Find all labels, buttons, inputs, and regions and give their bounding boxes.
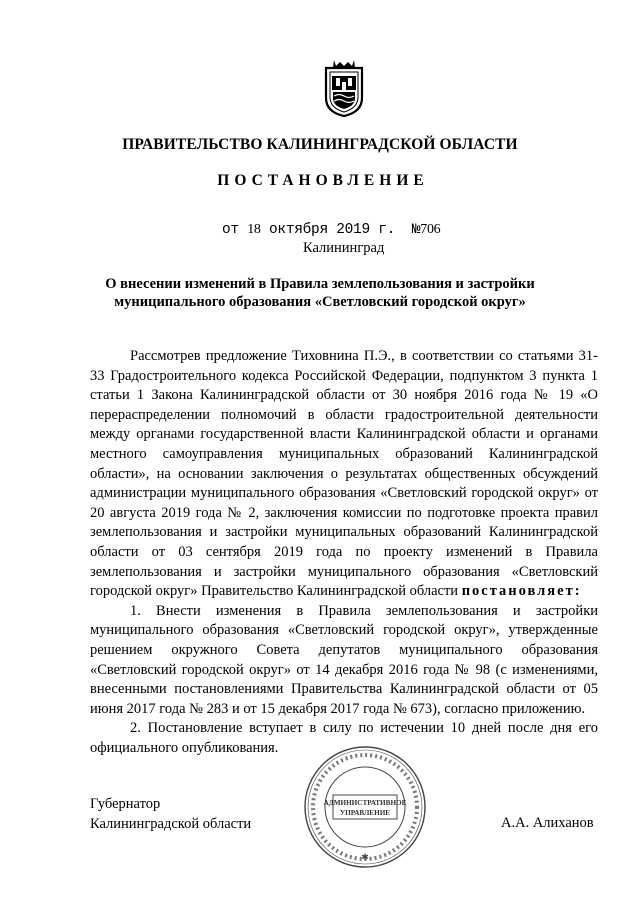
date-day: 18: [247, 222, 261, 237]
date-line: [222, 222, 440, 238]
item-2-paragraph: 2. Постановление вступает в силу по истечении 10 дней после дня его официального опубликования.: [90, 720, 598, 756]
document-number: 706: [420, 222, 441, 237]
date-year: 2019 г.: [336, 222, 396, 238]
number-sign: №: [411, 222, 421, 238]
date-prefix: от: [222, 222, 239, 238]
title-line-2: муниципального образования «Светловский городской округ»: [114, 293, 526, 310]
title-line-1: О внесении изменений в Правила землепользования и застройки: [105, 276, 535, 292]
coat-of-arms-emblem-icon: [322, 58, 366, 118]
official-seal-stamp: [300, 742, 430, 872]
seal-star-icon: ✱: [361, 852, 369, 862]
position-line-2: Калининградской области: [90, 815, 252, 832]
organization-name: ПРАВИТЕЛЬСТВО КАЛИНИНГРАДСКОЙ ОБЛАСТИ: [122, 136, 518, 153]
document-body: [90, 347, 598, 758]
preamble-paragraph: [90, 347, 598, 602]
decree-word: постановляет:: [461, 583, 582, 600]
city-name: Калининград: [303, 240, 385, 256]
document-type: ПОСТАНОВЛЕНИЕ: [217, 172, 429, 189]
signatory-name: А.А. Алиханов: [501, 815, 594, 831]
preamble-text: Рассмотрев предложение Тиховнина П.Э., в соответствии со статьями 31-33 Градостроительного кодекса Российской Федерации, подпунктом 3 пункта 1 статьи 1 Закона Калининградской области от 30 ноября 2016 года № 19 «О перераспределении полномочий в области градостроительной деятельности между органами государственной власти Калининградской области и органами местного самоуправления муниципальных образований Калининградской области», на основании заключения о результатах общественных обсуждений администрации муниципального образования «Светловский городской округ» от 20 августа 2019 года № 2, заключения комиссии по подготовке проекта правил землепользования и застройки муниципальных образований Калининградской области от 03 сентября 2019 года по проекту изменений в Правила землепользования и застройки муниципального образования «Светловский городской округ» Правительство Калининградской области: [90, 348, 598, 600]
seal-center-line-1: АДМИНИСТРАТИВНОЕ: [323, 799, 407, 807]
document-title: [0, 276, 640, 311]
signature-position: [90, 795, 251, 834]
date-month: октября: [269, 222, 328, 238]
position-line-1: Губернатор: [90, 796, 161, 812]
seal-center-line-2: УПРАВЛЕНИЕ: [339, 809, 391, 817]
item-1-paragraph: 1. Внести изменения в Правила землепользования и застройки муниципального образования «Светловский городской округ», утвержденные решением окружного Совета депутатов муниципального образования «Светловский городской округ» от 14 декабря 2016 года № 98 (с изменениями, внесенными постановлениями Правительства Калининградской области от 05 июня 2017 года № 283 и от 15 декабря 2017 года № 673), согласно приложению.: [90, 602, 598, 717]
